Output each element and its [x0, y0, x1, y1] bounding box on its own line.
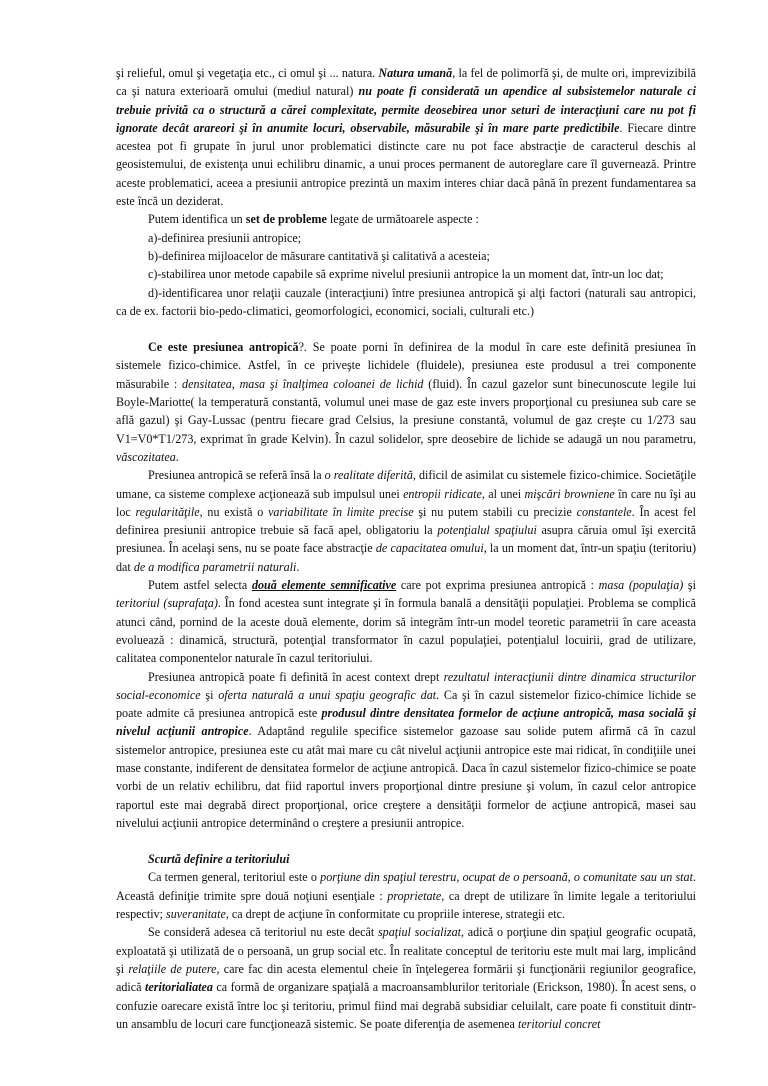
- emphasis-capacitatea-omului: de capacitatea omului: [375, 541, 484, 556]
- text-run: şi: [200, 687, 219, 702]
- text-run: , la fel de polimorfă şi, de multe ori, imprevizibilă ca şi natura exterioară omului (mediul natural): [116, 66, 696, 99]
- text-run: şi nu putem stabili cu precizie: [413, 504, 577, 519]
- emphasis-natura-umana: Natura umană: [378, 66, 453, 80]
- text-run: Presiunea antropică poate fi definită în acest context drept: [148, 669, 444, 684]
- paragraph-doua-elemente: [116, 576, 696, 667]
- emphasis-produsul: produsul dintre densitatea formelor de acţiune antropică, masa socială şi nivelul acţiunii antropice: [116, 706, 697, 739]
- text-run: . Adaptând regulile specifice sistemelor gazoase sau solide putem afirmă că în cazul sistemelor antropice, presiunea este cu atât mai mare cu cât nivelul acţiunii antropice este mai ridicat, în condiţiile unei mase constante, indiferent de densitatea formelor de acţiune antropică. Daca în cazul sistemelor fizico-chimice se poate vorbi de un relativ echilibru, dat fiid raportul invers proporţional dintre presiune şi volum, în cazul celor antropice raportul este mai degrabă direct proporţional, orice creştere a densităţii formelor de acţiune antropică, masei sau nivelului acţiunii antropice determinând o creştere a presiunii antropice.: [116, 724, 696, 830]
- text-run: care pot exprima presiunea antropică :: [396, 578, 599, 593]
- text-run: ca formă de organizare spaţială a macroansamblurilor teritoriale (Erickson, 1980). În acest sens, o confuzie oarecare există între loc şi teritoriu, primul fiind mai degrabă subsidiar celuilalt, care poate fi constituit dintr-un ansamblu de locuri care funcţionează sistemic. Se poate diferenţia de asemenea: [116, 980, 696, 1031]
- text-run: Presiunea antropică se referă însă la: [148, 468, 325, 483]
- emphasis-doua-elemente: două elemente semnificative: [251, 578, 397, 593]
- emphasis-set-probleme: set de probleme: [245, 212, 327, 227]
- text-run: , adică o porţiune din spaţiul geografic ocupată, exploatată şi utilizată de o persoană, un grup social etc. În realitate conceptul de teritoriu este mult mai larg, implicând şi: [116, 925, 696, 976]
- emphasis-teritoriul: teritoriul (suprafaţa): [116, 596, 218, 611]
- text-run: . În acest fel definirea presiunii antropice trebuie să facă apel, obligatoriu la: [116, 504, 696, 538]
- emphasis-vascozitatea: văscozitatea: [116, 449, 176, 464]
- text-run: asupra căruia omul îşi exercită presiunea. În acelaşi sens, nu se poate face abstracţie: [116, 523, 696, 556]
- text-run: Ca termen general, teritoriul este o: [148, 870, 321, 885]
- emphasis-realitate-diferita: o realitate diferită: [324, 468, 413, 483]
- emphasis-miscari-browniene: mişcări browniene: [524, 486, 615, 501]
- emphasis-relatiile-de-putere: relaţiile de putere,: [128, 961, 220, 976]
- emphasis-suveranitate: suveranitate: [166, 907, 226, 922]
- emphasis-entropii: entropii ridicate: [403, 486, 482, 501]
- section-heading: Scurtă definire a teritoriului: [148, 852, 290, 867]
- text-run: .: [296, 559, 300, 574]
- list-item-c: c)-stabilirea unor metode capabile să exprime nivelul presiunii antropice la un moment dat, într-un loc dat;: [148, 267, 664, 282]
- emphasis-ce-este-presiunea: Ce este presiunea antropică: [148, 340, 299, 355]
- text-run: Putem astfel selecta: [148, 578, 252, 593]
- text-run: . Ca şi în cazul sistemelor fizico-chimice lichide se poate admite că presiunea antropică este: [116, 687, 697, 721]
- text-run: care fac din acesta elementul cheie în înţelegerea formării şi funcţionării regiunilor geografice, adică: [116, 961, 696, 995]
- emphasis-apendice: nu poate fi considerată un apendice al subsistemelor naturale ci trebuie privită ca o structură a cărei complexitate, permite deosebirea unor seturi de interacţiuni care nu pot fi ignorate decât arareori şi în anumite locuri, observabile, măsurabile şi în mare parte predictibile: [116, 84, 696, 135]
- emphasis-potentialul-spatiului: potenţialul spaţiului: [437, 523, 537, 538]
- text-run: , ca drept de acţiune în conformitate cu propriile interese, strategii etc.: [225, 907, 565, 922]
- paragraph-termen-general: [116, 868, 696, 923]
- list-item-b: b)-definirea mijloacelor de măsurare cantitativă şi calitativă a acesteia;: [148, 248, 490, 263]
- paragraph-natura-umana: [116, 64, 696, 210]
- text-run: ?. Se poate porni în definirea de la modul în care este definită presiunea în sistemele fizico-chimice. Astfel, în ce priveşte lichidele (fluidele), presiunea este produsul a trei componente măsurabile :: [116, 340, 696, 391]
- text-run: .: [175, 449, 179, 464]
- text-run: Se consideră adesea că teritoriul nu este decât: [148, 925, 378, 940]
- text-run: şi relieful, omul şi vegetaţia etc., ci omul şi ... natura.: [116, 66, 379, 80]
- text-run: , al unei: [481, 486, 525, 501]
- text-run: , la un moment dat, într-un spaţiu (teritoriu) dat: [116, 541, 696, 574]
- emphasis-constantele: constantele: [576, 504, 632, 519]
- text-run: (fluid). În cazul gazelor sunt binecunoscute legile lui Boyle-Mariotte( la temperatură constantă, volumul unei mase de gaz este invers proporţional cu presiunea sub care se află gazul) şi Gay-Lussac (pentru fiecare grad Celsius, la presiune constantă, volumul de gaz creşte cu 1/273 sau V1=V0*T1/273, exprimat în grade Kelvin). În cazul solidelor, spre deosebire de lichide se adaugă un nou parametru,: [116, 376, 696, 446]
- paragraph-realitate-diferita: [116, 466, 696, 576]
- paragraph-ce-este-presiunea: [116, 338, 696, 466]
- text-run: . În fond acestea sunt integrate şi în formula banală a densităţii populaţiei. Problema se complică atunci când, pornind de la aceste două elemente, dorim să integrăm într-un model teoretic parametrii în care aceasta evoluează : dinamică, structură, potenţial transformator în cazul populaţiei, potenţialul locuirii, grad de utilizare, calitatea componentelor naturale în cazul teritoriului.: [116, 596, 696, 666]
- text-run: Putem identifica un: [148, 212, 246, 227]
- text-run: legate de următoarele aspecte :: [326, 212, 479, 227]
- emphasis-regularitatile: regularităţile: [135, 504, 200, 519]
- emphasis-teritorialiatea: teritorialiatea: [145, 980, 213, 995]
- emphasis-proprietate: proprietate,: [387, 888, 445, 903]
- emphasis-spatiul-socializat: spaţiul socializat: [377, 925, 461, 940]
- list-item-a: a)-definirea presiunii antropice;: [148, 230, 302, 245]
- text-run: . Această definiţie trimite spre două noţiuni esenţiale :: [116, 870, 696, 903]
- text-run: , nu există o: [199, 504, 269, 519]
- paragraph-spatiul-socializat: [116, 923, 696, 1033]
- text-run: , dificil de asimilat cu sistemele fizico-chimice. Societăţile umane, ca sisteme complexe acţionează sub impulsul unei: [116, 468, 697, 501]
- emphasis-teritoriul-concret: teritoriul concret: [517, 1016, 601, 1031]
- text-run: în care nu îşi au loc: [116, 486, 696, 519]
- paragraph-set-probleme: [116, 210, 696, 228]
- emphasis-oferta-naturala: oferta naturală a unui spaţiu geografic dat: [218, 687, 437, 702]
- text-run: şi: [683, 578, 696, 593]
- text-run: . Fiecare dintre acestea pot fi grupate în jurul unor problematici distincte care nu pot face abstracţie de caracterul deschis al geosistemului, de existenţa unui echilibru dinamic, a unui proces permanent de autoreglare care îl guvernează. Printre aceste problematici, aceea a presiunii antropice prezintă un maxim interes chiar dacă până în prezent fundamentarea sa este încă un deziderat.: [116, 120, 696, 209]
- emphasis-parametrii-naturali: de a modifica parametrii naturali: [133, 559, 297, 574]
- text-run: ca drept de utilizare în limite legale a teritoriului respectiv;: [116, 888, 696, 922]
- emphasis-portiune: porţiune din spaţiul terestru, ocupat de o persoană, o comunitate sau un stat: [320, 870, 693, 885]
- emphasis-variabilitate: variabilitate în limite precise: [268, 504, 414, 519]
- paragraph-definitie-presiune: [116, 668, 696, 833]
- emphasis-masa: masa (populaţia): [598, 578, 684, 593]
- emphasis-densitatea: densitatea, masa şi înalţimea coloanei de lichid: [182, 376, 424, 391]
- emphasis-rezultatul-interactiunii: rezultatul interacţiunii dintre dinamica structurilor social-economice: [116, 669, 696, 702]
- list-item-d: d)-identificarea unor relaţii cauzale (interacţiuni) între presiunea antropică şi alţi factori (naturali sau antropici, ca de ex. factorii bio-pedo-climatici, geomorfologici, economici, sociali, culturali etc.): [116, 285, 696, 318]
